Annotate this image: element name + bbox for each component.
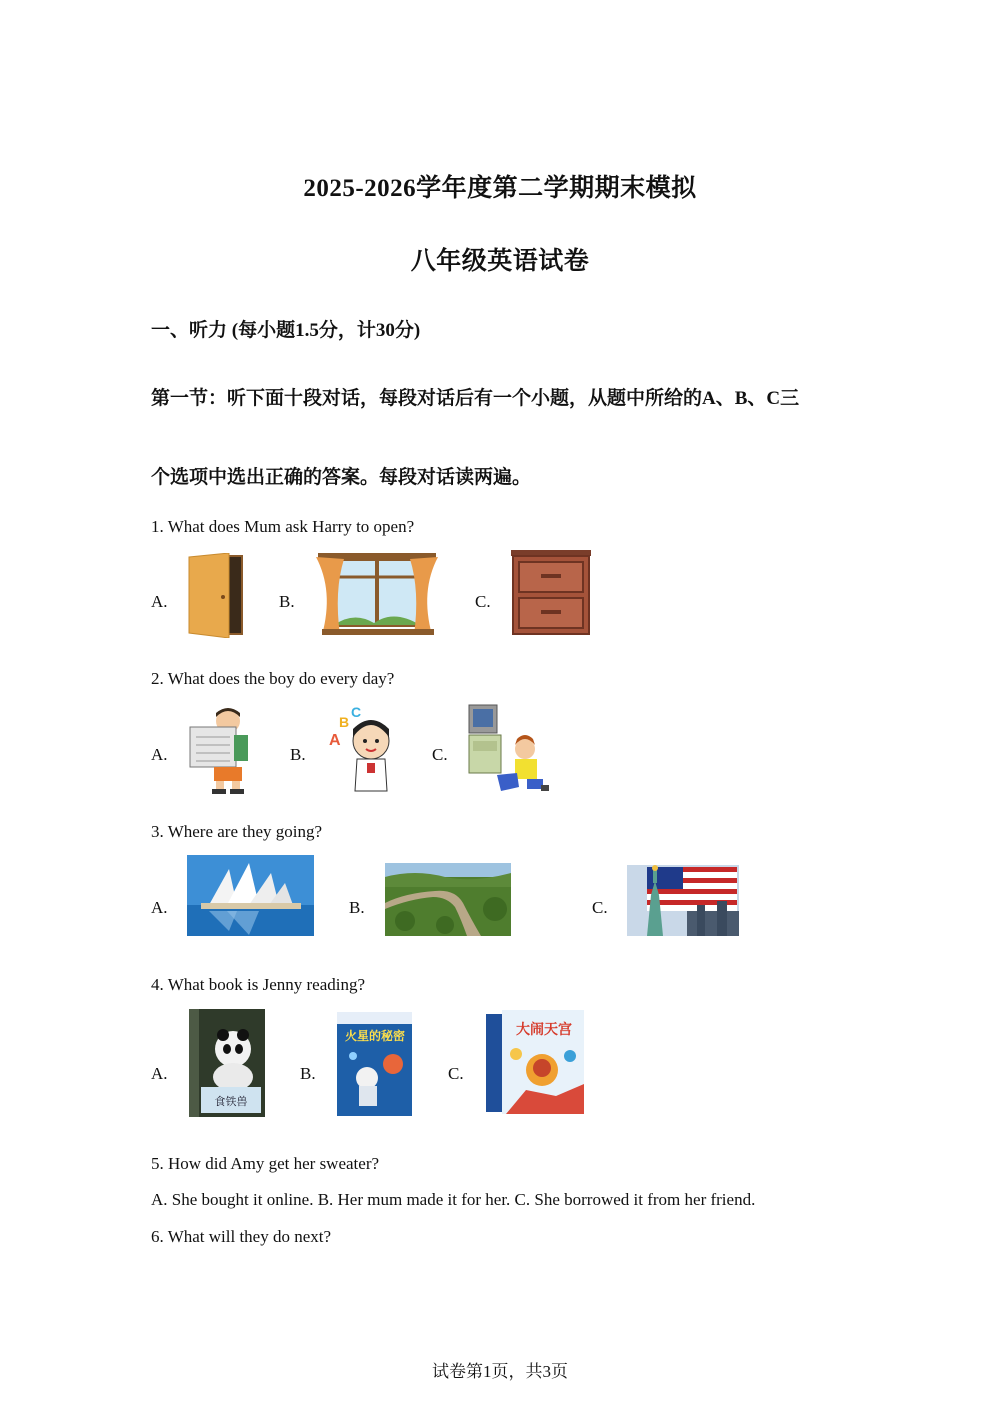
q2-option-a[interactable]: A. xyxy=(151,745,168,764)
q4-option-c[interactable]: C. xyxy=(448,1064,464,1083)
book-a-title: 食铁兽 xyxy=(214,1095,248,1108)
mars-book-image xyxy=(337,1012,412,1116)
q1-option-b[interactable]: B. xyxy=(279,592,295,611)
question-3: 3. Where are they going? xyxy=(151,822,323,841)
q1-option-c[interactable]: C. xyxy=(475,592,491,611)
exam-subtitle: 八年级英语试卷 xyxy=(410,248,590,275)
drawers-image xyxy=(511,550,591,636)
book-c-title: 大闹天宫 xyxy=(516,1022,572,1038)
question-6: 6. What will they do next? xyxy=(151,1227,332,1246)
q4-option-a[interactable]: A. xyxy=(151,1064,168,1083)
instruction-line-2: 个选项中选出正确的答案。每段对话读两遍。 xyxy=(151,467,532,488)
q2-option-b[interactable]: B. xyxy=(290,745,306,764)
statue-of-liberty-image xyxy=(627,865,739,936)
svg-text:C: C xyxy=(351,704,362,720)
panda-book-image xyxy=(189,1009,265,1117)
question-5: 5. How did Amy get her sweater? xyxy=(151,1154,380,1173)
sydney-opera-house-image xyxy=(187,855,314,936)
svg-text:A: A xyxy=(329,732,341,749)
great-wall-image xyxy=(385,863,511,936)
door-image xyxy=(187,553,245,638)
boy-watching-tv-image xyxy=(467,703,549,795)
q5-options: A. She bought it online. B. Her mum made it for her. C. She borrowed it from her friend. xyxy=(151,1190,756,1209)
q3-option-b[interactable]: B. xyxy=(349,898,365,917)
q1-option-a[interactable]: A. xyxy=(151,592,168,611)
question-1: 1. What does Mum ask Harry to open? xyxy=(151,517,415,536)
window-image xyxy=(314,551,440,637)
girl-learning-abc-image xyxy=(325,703,397,793)
havoc-in-heaven-book-image xyxy=(486,1010,584,1114)
svg-text:B: B xyxy=(339,714,350,730)
section-heading: 一、听力 (每小题1.5分，计30分) xyxy=(151,320,421,341)
q2-option-c[interactable]: C. xyxy=(432,745,448,764)
q4-option-b[interactable]: B. xyxy=(300,1064,316,1083)
q3-option-c[interactable]: C. xyxy=(592,898,608,917)
question-2: 2. What does the boy do every day? xyxy=(151,669,395,688)
question-4: 4. What book is Jenny reading? xyxy=(151,975,366,994)
book-b-title: 火星的秘密 xyxy=(344,1029,406,1043)
instruction-line-1: 第一节：听下面十段对话，每段对话后有一个小题，从题中所给的A、B、C三 xyxy=(151,388,800,409)
boy-reading-newspaper-image xyxy=(188,705,254,795)
exam-title: 2025-2026学年度第二学期期末模拟 xyxy=(303,175,697,202)
q3-option-a[interactable]: A. xyxy=(151,898,168,917)
page-footer: 试卷第1页，共3页 xyxy=(432,1362,568,1381)
